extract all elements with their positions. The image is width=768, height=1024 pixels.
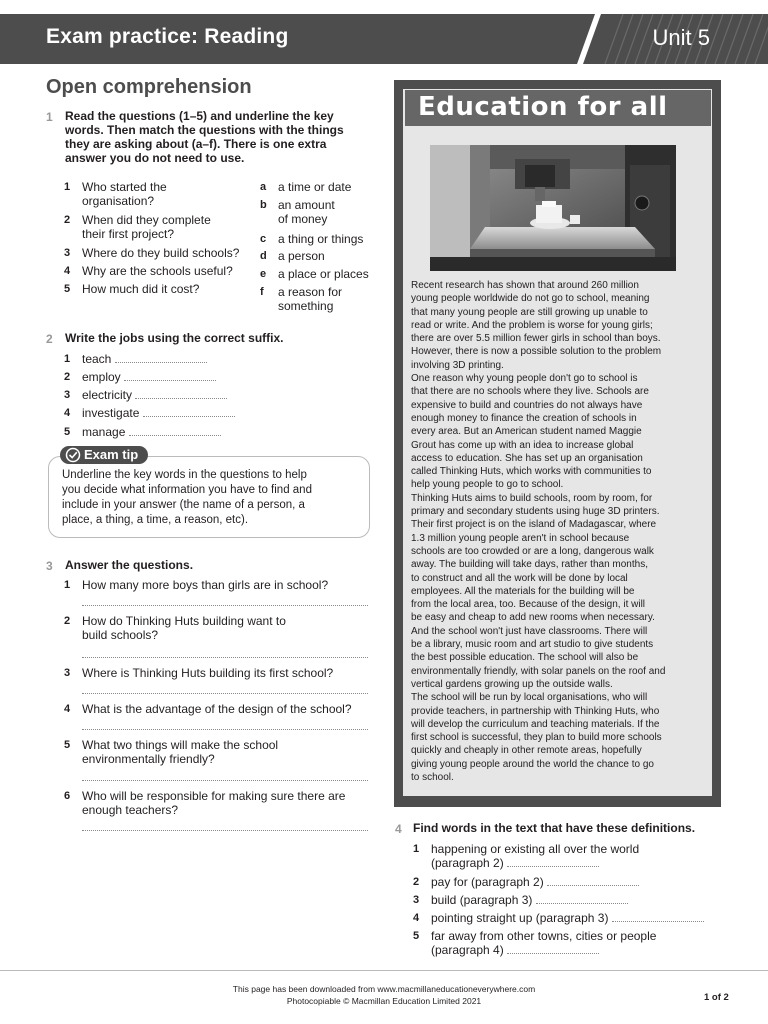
question-text: How much did it cost? [82,282,200,296]
q3-number: 3 [46,559,53,573]
article-line: will develop the curriculum and teaching materials. If the [411,718,660,730]
answer-blank[interactable] [124,371,216,381]
q1-instruction [65,109,375,165]
article-line: help young people to go to school. [411,479,564,491]
option-text: a reason for [278,285,343,299]
item-text: investigate [82,406,140,420]
answer-blank[interactable] [547,876,639,886]
definition-text: happening or existing all over the world [431,842,640,856]
q2-instruction: Write the jobs using the correct suffix. [65,331,284,345]
definition-text: far away from other towns, cities or people [431,929,657,943]
item-number: 5 [64,283,71,295]
article-line: giving young people around the world the chance to go [411,758,654,770]
article-line: be a library, music room and art studio to give students [411,639,654,651]
3d-printer-photo [430,145,676,271]
option-letter: e [260,268,267,280]
answer-line[interactable] [82,780,368,781]
question-text: Where is Thinking Huts building its first school? [82,666,334,680]
item-number: 6 [64,790,71,802]
article-line: there are over 5.5 million fewer girls in school than boys. [411,333,661,345]
item-number: 1 [64,353,71,365]
article-line: And the school won't just have classrooms. There will [411,625,648,637]
item-number: 5 [413,930,420,942]
article-line: called Thinking Huts, which works with communities to [411,466,652,478]
question-text: What two things will make the school [82,738,279,752]
q1-instruction-line: words. Then match the questions with the things [65,123,344,137]
article-line: provide teachers, in partnership with Thinking Huts, who [411,705,660,717]
item-number: 1 [64,579,71,591]
question-text: Why are the schools useful? [82,264,233,278]
article-line: Grout has come up with an idea to increase global [411,439,634,451]
question-text: How do Thinking Huts building want to [82,614,286,628]
definition-text: build (paragraph 3) [431,893,533,907]
definition-text: (paragraph 4) [431,943,504,957]
definition-text: (paragraph 2) [431,856,504,870]
article-paragraph-4 [411,691,706,784]
article-line: environmentally friendly, with solar panels on the roof and [411,665,666,677]
tip-line: include in your answer (the name of a person, a [62,499,305,511]
question-text: What is the advantage of the design of the school? [82,702,352,716]
q1-instruction-line: they are asking about (a–f). There is one extra [65,137,327,151]
q2-number: 2 [46,332,53,346]
q4-instruction: Find words in the text that have these definitions. [413,821,696,835]
article-paragraph-1 [411,279,706,372]
item-text: manage [82,425,126,439]
option-letter: b [260,199,267,211]
question-text: enough teachers? [82,803,179,817]
page-title: Exam practice: Reading [46,25,289,48]
article-line: every area. But an American student named Maggie [411,426,642,438]
option-text: a thing or things [278,232,364,246]
question-text: organisation? [82,194,155,208]
answer-blank[interactable] [143,407,235,417]
option-text: an amount [278,198,335,212]
copyright-notice: Photocopiable © Macmillan Education Limited 2021 [286,996,482,1006]
question-text: How many more boys than girls are in school? [82,578,329,592]
exam-tip-badge [60,446,148,464]
definition-text: pay for (paragraph 2) [431,875,544,889]
question-text: When did they complete [82,213,211,227]
question-text: Who started the [82,180,167,194]
item-number: 4 [64,703,71,715]
q1-number: 1 [46,110,53,124]
item-number: 4 [413,912,420,924]
answer-line[interactable] [82,729,368,730]
answer-blank[interactable] [507,857,599,867]
article-line: that many young people are still growing up unable to [411,306,648,318]
article-line: first school is successful, they plan to build more schools [411,732,662,744]
article-body [411,279,706,784]
article-line: The school will be run by local organisations, who will [411,692,648,704]
item-number: 3 [64,247,71,259]
item-number: 2 [413,876,420,888]
option-letter: c [260,233,267,245]
item-number: 4 [64,265,71,277]
article-line: expensive to build and countries do not always have [411,399,643,411]
question-text: their first project? [82,227,175,241]
option-letter: d [260,250,267,262]
tip-line: you decide what information you have to find and [62,484,312,496]
option-text: a place or places [278,267,369,281]
answer-line[interactable] [82,605,368,606]
article-title: Education for all [418,92,668,122]
item-number: 1 [413,843,420,855]
download-notice: This page has been downloaded from www.macmillaneducationeverywhere.com [232,984,536,994]
answer-line[interactable] [82,657,368,658]
footer-divider [0,970,768,971]
item-number: 1 [64,181,71,193]
article-line: read or write. And the problem is worse for young girls; [411,319,653,331]
answer-blank[interactable] [135,389,227,399]
article-line: enough money to finance the creation of schools in [411,412,637,424]
answer-blank[interactable] [115,353,207,363]
article-line: to school. [411,771,454,783]
article-line: to construct and all the work will be done by local [411,572,628,584]
tip-line: place, a thing, a time, a reason, etc). [62,514,249,526]
article-line: away. The building will take days, rather than months, [411,559,648,571]
question-text: Where do they build schools? [82,246,240,260]
q4-number: 4 [395,822,402,836]
item-number: 5 [64,426,71,438]
q3-instruction: Answer the questions. [65,558,194,572]
article-line: quickly and cheaply in other remote areas, hopefully [411,745,642,757]
article-paragraph-2 [411,372,706,492]
item-number: 3 [64,667,71,679]
option-text: a time or date [278,180,352,194]
article-line: the best possible education. The school will also be [411,652,639,664]
answer-blank[interactable] [129,426,221,436]
item-text: employ [82,370,121,384]
item-number: 4 [64,407,71,419]
article-line: from the local area, too. Because of the design, it will [411,599,646,611]
option-text: a person [278,249,325,263]
article-line: involving 3D printing. [411,359,504,371]
article-line: Thinking Huts aims to build schools, room by room, for [411,492,653,504]
answer-blank[interactable] [507,944,599,954]
option-letter: f [260,286,264,298]
q1-instruction-line: Read the questions (1–5) and underline the key [65,109,334,123]
item-number: 2 [64,615,71,627]
article-line: Recent research has shown that around 260 million [411,280,639,291]
article-line: However, there is now a possible solution to the problem [411,346,662,358]
article-line: One reason why young people don't go to school is [411,373,638,385]
item-number: 5 [64,739,71,751]
tip-line: Underline the key words in the questions to help [62,469,307,481]
question-text: environmentally friendly? [82,752,215,766]
item-number: 2 [64,371,71,383]
exam-tip-text [62,468,362,528]
question-text: build schools? [82,628,159,642]
answer-blank[interactable] [612,912,704,922]
answer-line[interactable] [82,693,368,694]
definition-text: pointing straight up (paragraph 3) [431,911,609,925]
item-number: 3 [413,894,420,906]
checkmark-icon [65,447,81,463]
answer-line[interactable] [82,830,368,831]
question-text: Who will be responsible for making sure there are [82,789,346,803]
option-text: of money [278,212,328,226]
page-header [0,14,768,64]
article-line: young people worldwide do not go to school, meaning [411,293,650,305]
article-line: access to education. She has set up an organisation [411,452,643,464]
option-letter: a [260,181,267,193]
article-line: vertical gardens growing up the outside walls. [411,678,613,690]
article-line: that there are no schools where they live. Schools are [411,386,649,398]
q1-instruction-line: answer you do not need to use. [65,151,245,165]
unit-label: Unit 5 [652,25,710,50]
page-indicator: 1 of 2 [704,992,729,1003]
article-line: be easy and cheap to add new rooms when necessary. [411,612,655,624]
option-text: something [278,299,334,313]
item-number: 2 [64,214,71,226]
article-line: employees. All the materials for the building will be [411,585,635,597]
article-line: 1.3 million young people aren't in school because [411,532,630,544]
section-title: Open comprehension [46,76,252,98]
article-line: schools are too crowded or are a long, dangerous walk [411,545,654,557]
answer-blank[interactable] [536,894,628,904]
item-text: electricity [82,388,133,402]
exam-tip-label: Exam tip [84,447,139,462]
item-text: teach [82,352,112,366]
article-line: primary and secondary students using huge 3D printers. [411,506,660,518]
article-line: Their first project is on the island of Madagascar, where [411,519,657,531]
article-paragraph-3 [411,492,706,691]
item-number: 3 [64,389,71,401]
